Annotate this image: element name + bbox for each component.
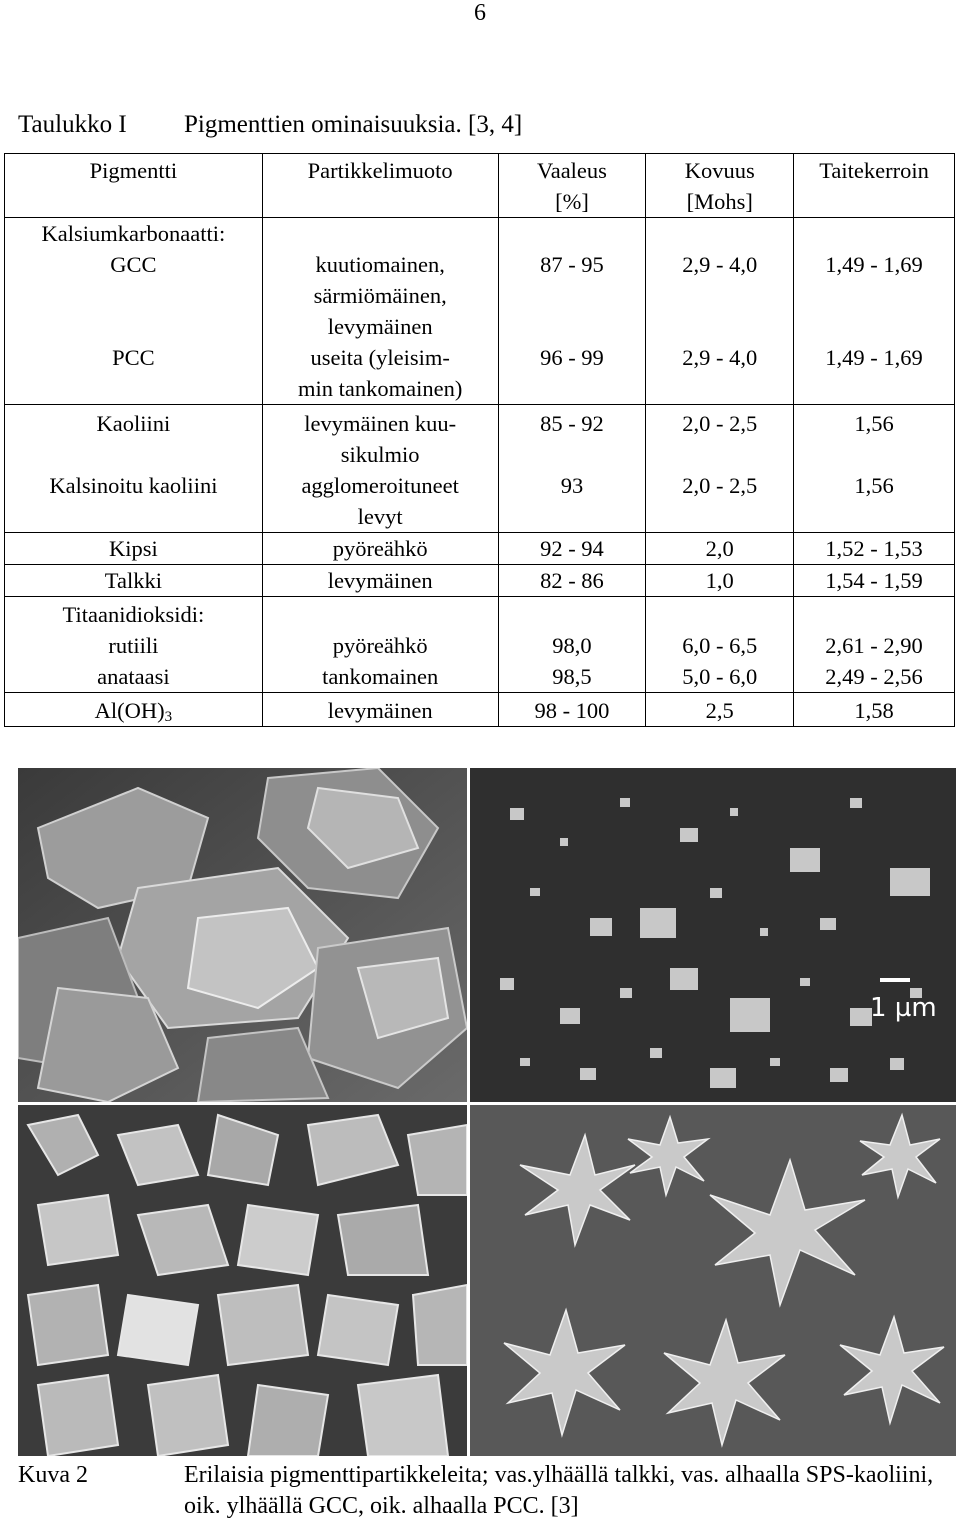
cell-kipsi-taitekerroin: 1,52 - 1,53 xyxy=(794,533,955,565)
cell-talkki-name: Talkki xyxy=(5,565,263,597)
cell-talkki-taitekerroin: 1,54 - 1,59 xyxy=(794,565,955,597)
cell-kaoliini-names: Kaoliini Kalsinoitu kaoliini xyxy=(5,405,263,533)
figure-label: Kuva 2 xyxy=(18,1462,88,1488)
cell-kipsi-name: Kipsi xyxy=(5,533,263,565)
header-kovuus: Kovuus [Mohs] xyxy=(646,154,794,218)
cell-aloh-vaaleus: 98 - 100 xyxy=(498,693,646,727)
pigment-table xyxy=(4,153,955,727)
cell-kaoliini-vaaleus: 85 - 92 93 xyxy=(498,405,646,533)
table-title: Pigmenttien ominaisuuksia. [3, 4] xyxy=(184,111,523,138)
cell-kalsium-taitekerroin: 1,49 - 1,69 1,49 - 1,69 xyxy=(794,218,955,405)
table-row-kipsi xyxy=(5,533,955,565)
sem-image-talc xyxy=(18,768,467,1102)
header-vaaleus: Vaaleus [%] xyxy=(498,154,646,218)
table-header-row xyxy=(5,154,955,218)
cell-titaani-shape: pyöreähkö tankomainen xyxy=(262,597,498,693)
table-row-kaoliini xyxy=(5,405,955,533)
table-caption xyxy=(18,110,522,140)
cell-titaani-vaaleus: 98,0 98,5 xyxy=(498,597,646,693)
cell-aloh-name: $Al(OH)_3$ xyxy=(5,693,263,727)
table-label: Taulukko I xyxy=(18,111,127,138)
cell-kalsium-kovuus: 2,9 - 4,0 2,9 - 4,0 xyxy=(646,218,794,405)
cell-kaoliini-taitekerroin: 1,56 1,56 xyxy=(794,405,955,533)
cell-kipsi-shape: pyöreähkö xyxy=(262,533,498,565)
cell-kaoliini-kovuus: 2,0 - 2,5 2,0 - 2,5 xyxy=(646,405,794,533)
cell-kalsium-names: Kalsiumkarbonaatti: GCC PCC xyxy=(5,218,263,405)
cell-aloh-kovuus: 2,5 xyxy=(646,693,794,727)
table-row-titaanidioksidi xyxy=(5,597,955,693)
cell-talkki-kovuus: 1,0 xyxy=(646,565,794,597)
header-partikkelimuoto: Partikkelimuoto xyxy=(262,154,498,218)
header-pigmentti: Pigmentti xyxy=(5,154,263,218)
cell-talkki-shape: levymäinen xyxy=(262,565,498,597)
cell-kipsi-kovuus: 2,0 xyxy=(646,533,794,565)
cell-kaoliini-shape: levymäinen kuu- sikulmio agglomeroituneet levyt xyxy=(262,405,498,533)
cell-titaani-taitekerroin: 2,61 - 2,90 2,49 - 2,56 xyxy=(794,597,955,693)
cell-aloh-shape: levymäinen xyxy=(262,693,498,727)
page-number: 6 xyxy=(474,0,486,26)
table-row-kalsiumkarbonaatti xyxy=(5,218,955,405)
cell-titaani-names: Titaanidioksidi: rutiili anataasi xyxy=(5,597,263,693)
header-taitekerroin: Taitekerroin xyxy=(794,154,955,218)
table-row-talkki xyxy=(5,565,955,597)
cell-aloh-taitekerroin: 1,58 xyxy=(794,693,955,727)
cell-kalsium-shape: kuutiomainen, särmiömäinen, levymäinen useita (yleisim- min tankomainen) xyxy=(262,218,498,405)
cell-kipsi-vaaleus: 92 - 94 xyxy=(498,533,646,565)
sem-image-kaolin xyxy=(18,1105,467,1456)
sem-image-pcc xyxy=(470,1105,956,1456)
cell-kalsium-vaaleus: 87 - 95 96 - 99 xyxy=(498,218,646,405)
sem-image-gcc xyxy=(470,768,956,1102)
scale-bar-label: 1 µm xyxy=(870,993,937,1023)
figure-caption-text: Erilaisia pigmenttipartikkeleita; vas.ylhäällä talkki, vas. alhaalla SPS-kaoliini, oik. ylhäällä GCC, oik. alhaalla PCC. [3] xyxy=(184,1462,934,1519)
cell-titaani-kovuus: 6,0 - 6,5 5,0 - 6,0 xyxy=(646,597,794,693)
sem-figure xyxy=(18,768,956,1456)
table-row-aloh3 xyxy=(5,693,955,727)
cell-talkki-vaaleus: 82 - 86 xyxy=(498,565,646,597)
